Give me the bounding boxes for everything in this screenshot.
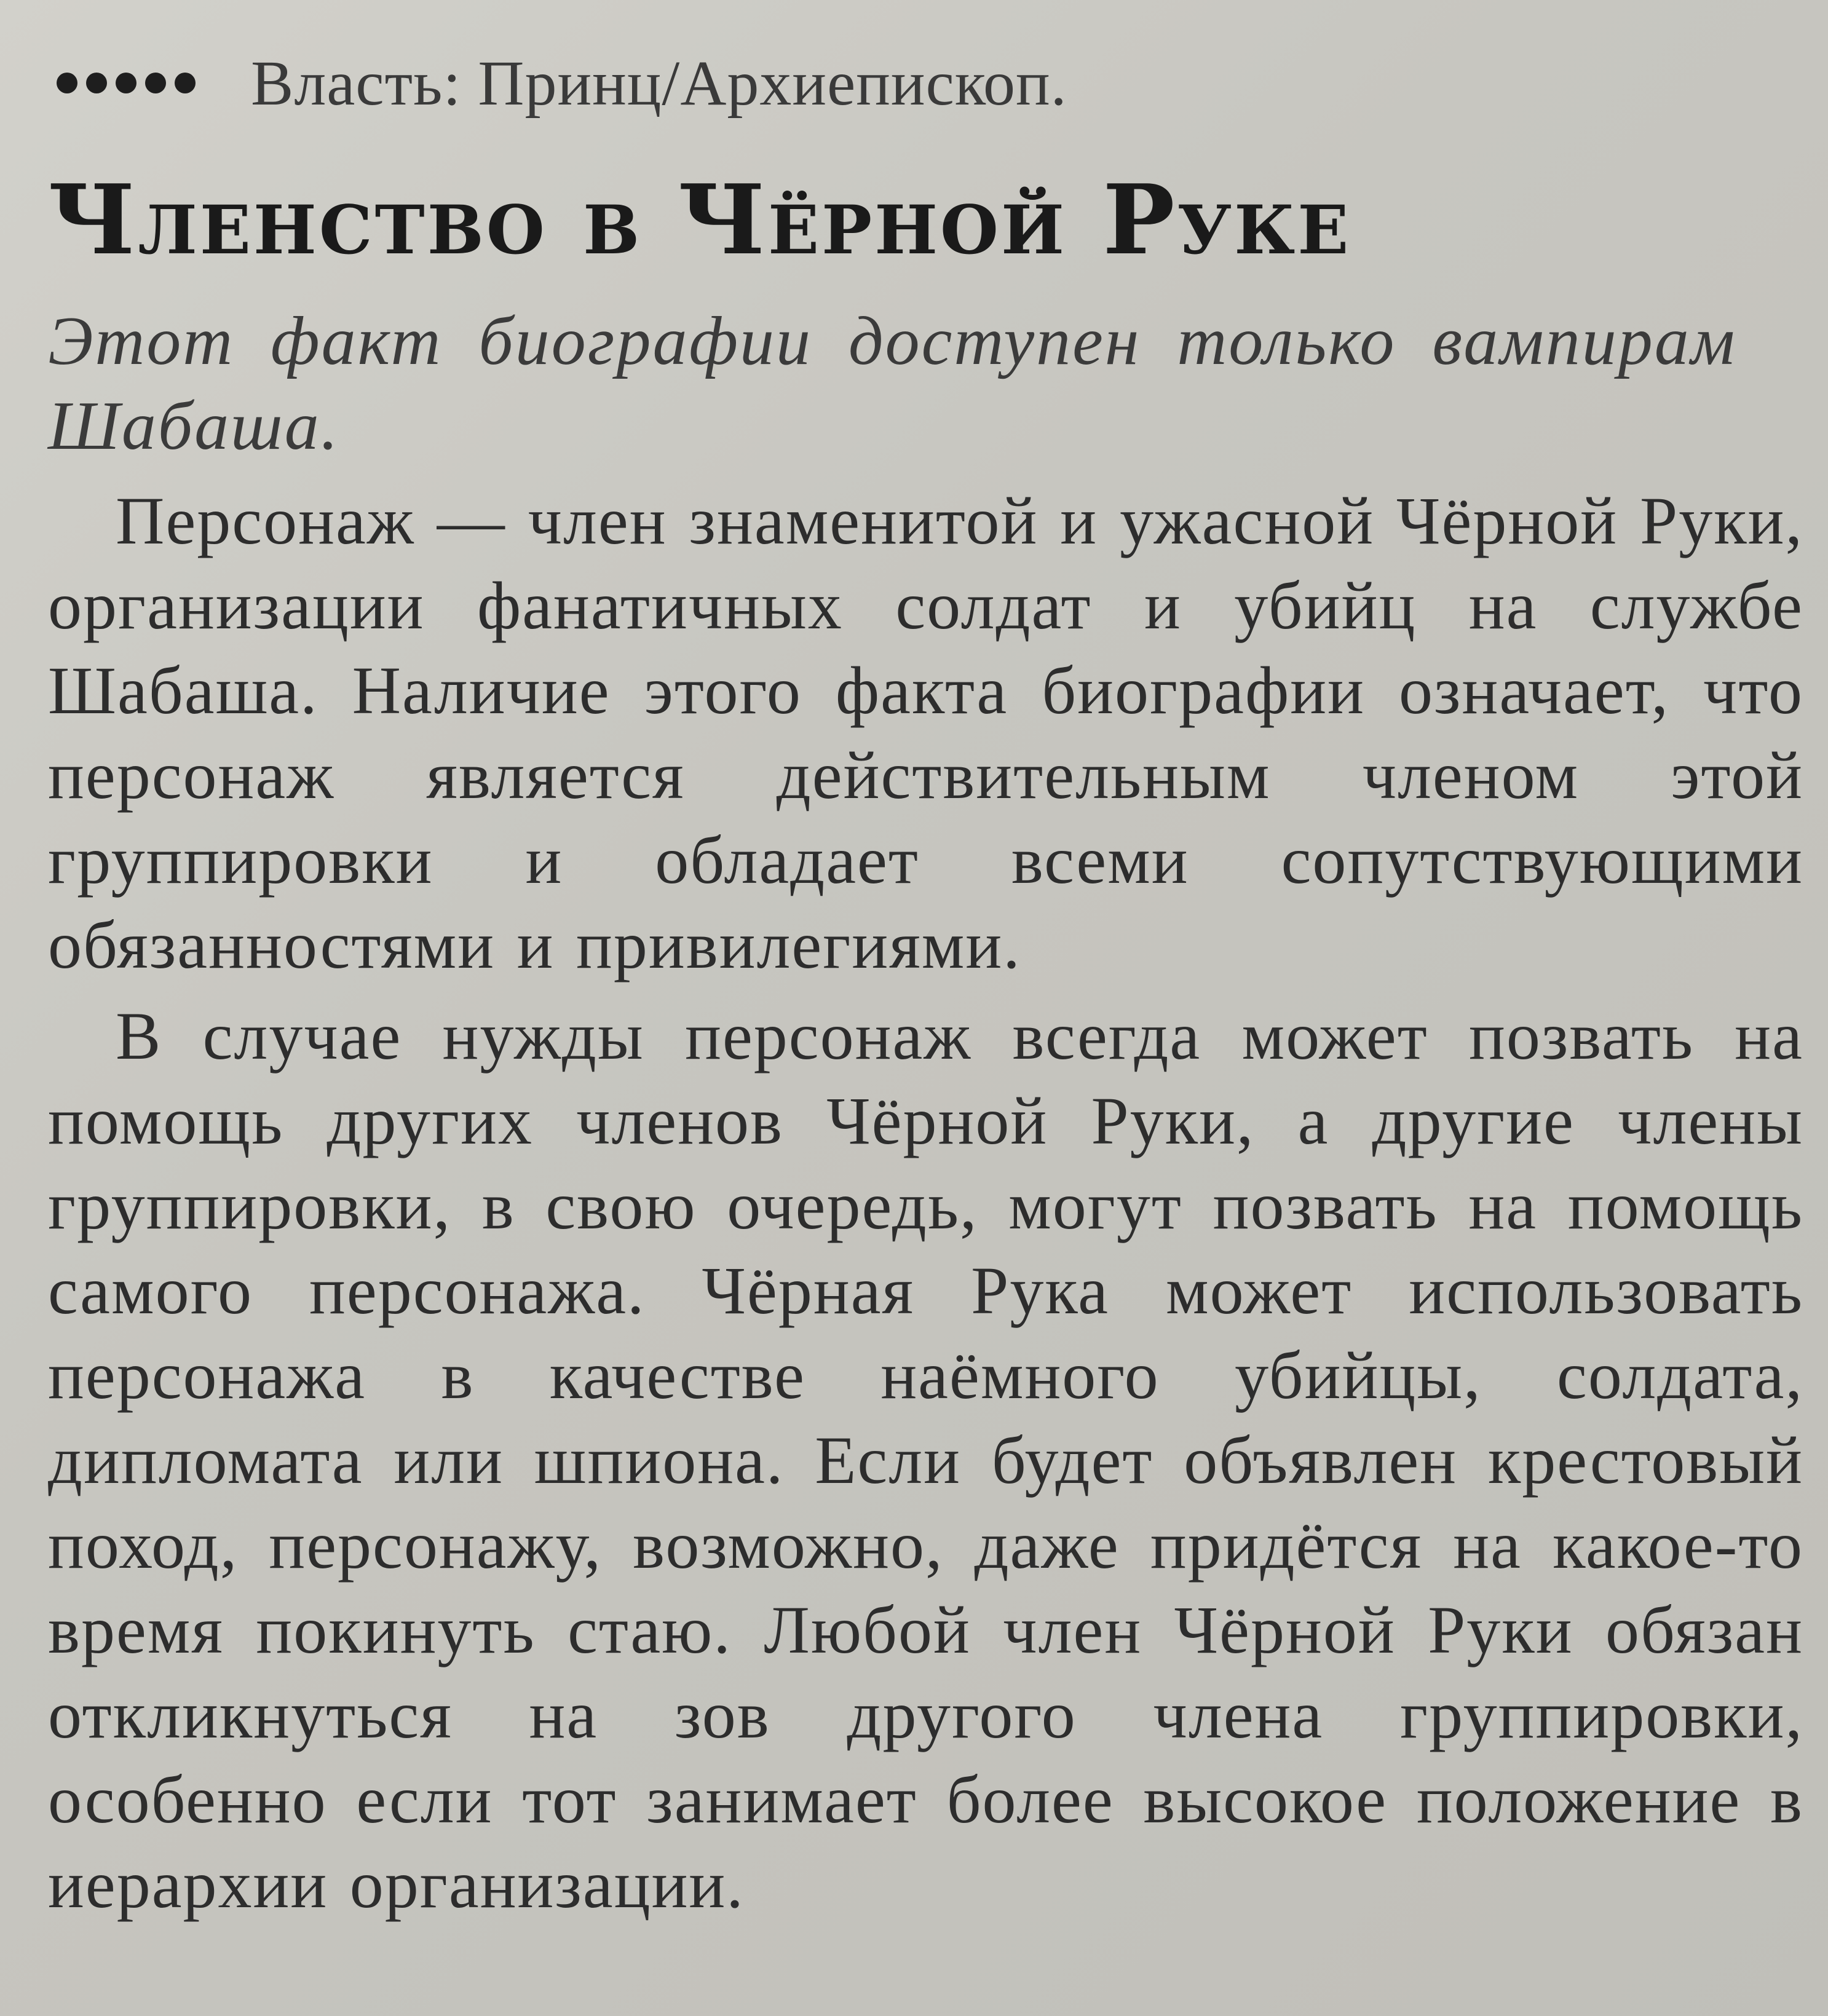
rating-dot-icon bbox=[57, 73, 77, 93]
section-title: Членство в Чёрной Руке bbox=[48, 164, 1351, 276]
rating-dot-icon bbox=[116, 73, 137, 93]
body-paragraph: Персонаж — член знаменитой и ужасной Чёрной Руки, организации фанатичных солдат и убийц на службе Шабаша. Наличие этого факта биографии означает, что персонаж является действительным членом этой группировки и обладает всеми сопутствующими обязанностями и привилегиями. bbox=[48, 483, 1803, 982]
power-line bbox=[48, 37, 1803, 129]
rating-dots bbox=[57, 73, 196, 93]
rating-dot-icon bbox=[86, 73, 107, 93]
section-intro: Этот факт биографии доступен только вампирам Шабаша. bbox=[48, 303, 1737, 464]
text-column bbox=[48, 37, 1803, 1927]
body-paragraph: В случае нужды персонаж всегда может позвать на помощь других членов Чёрной Руки, а другие члены группировки, в свою очередь, могут позвать на помощь самого персонажа. Чёрная Рука может использовать персонажа в качестве наёмного убийцы, солдата, дипломата или шпиона. Если будет объявлен крестовый поход, персонажу, возможно, даже придётся на какое-то время покинуть стаю. Любой член Чёрной Руки обязан откликнуться на зов другого члена группировки, особенно если тот занимает более высокое положение в иерархии организации. bbox=[48, 998, 1803, 1922]
rating-dot-icon bbox=[175, 73, 196, 93]
power-text: Власть: Принц/Архиепископ. bbox=[251, 47, 1067, 119]
rating-dot-icon bbox=[145, 73, 166, 93]
